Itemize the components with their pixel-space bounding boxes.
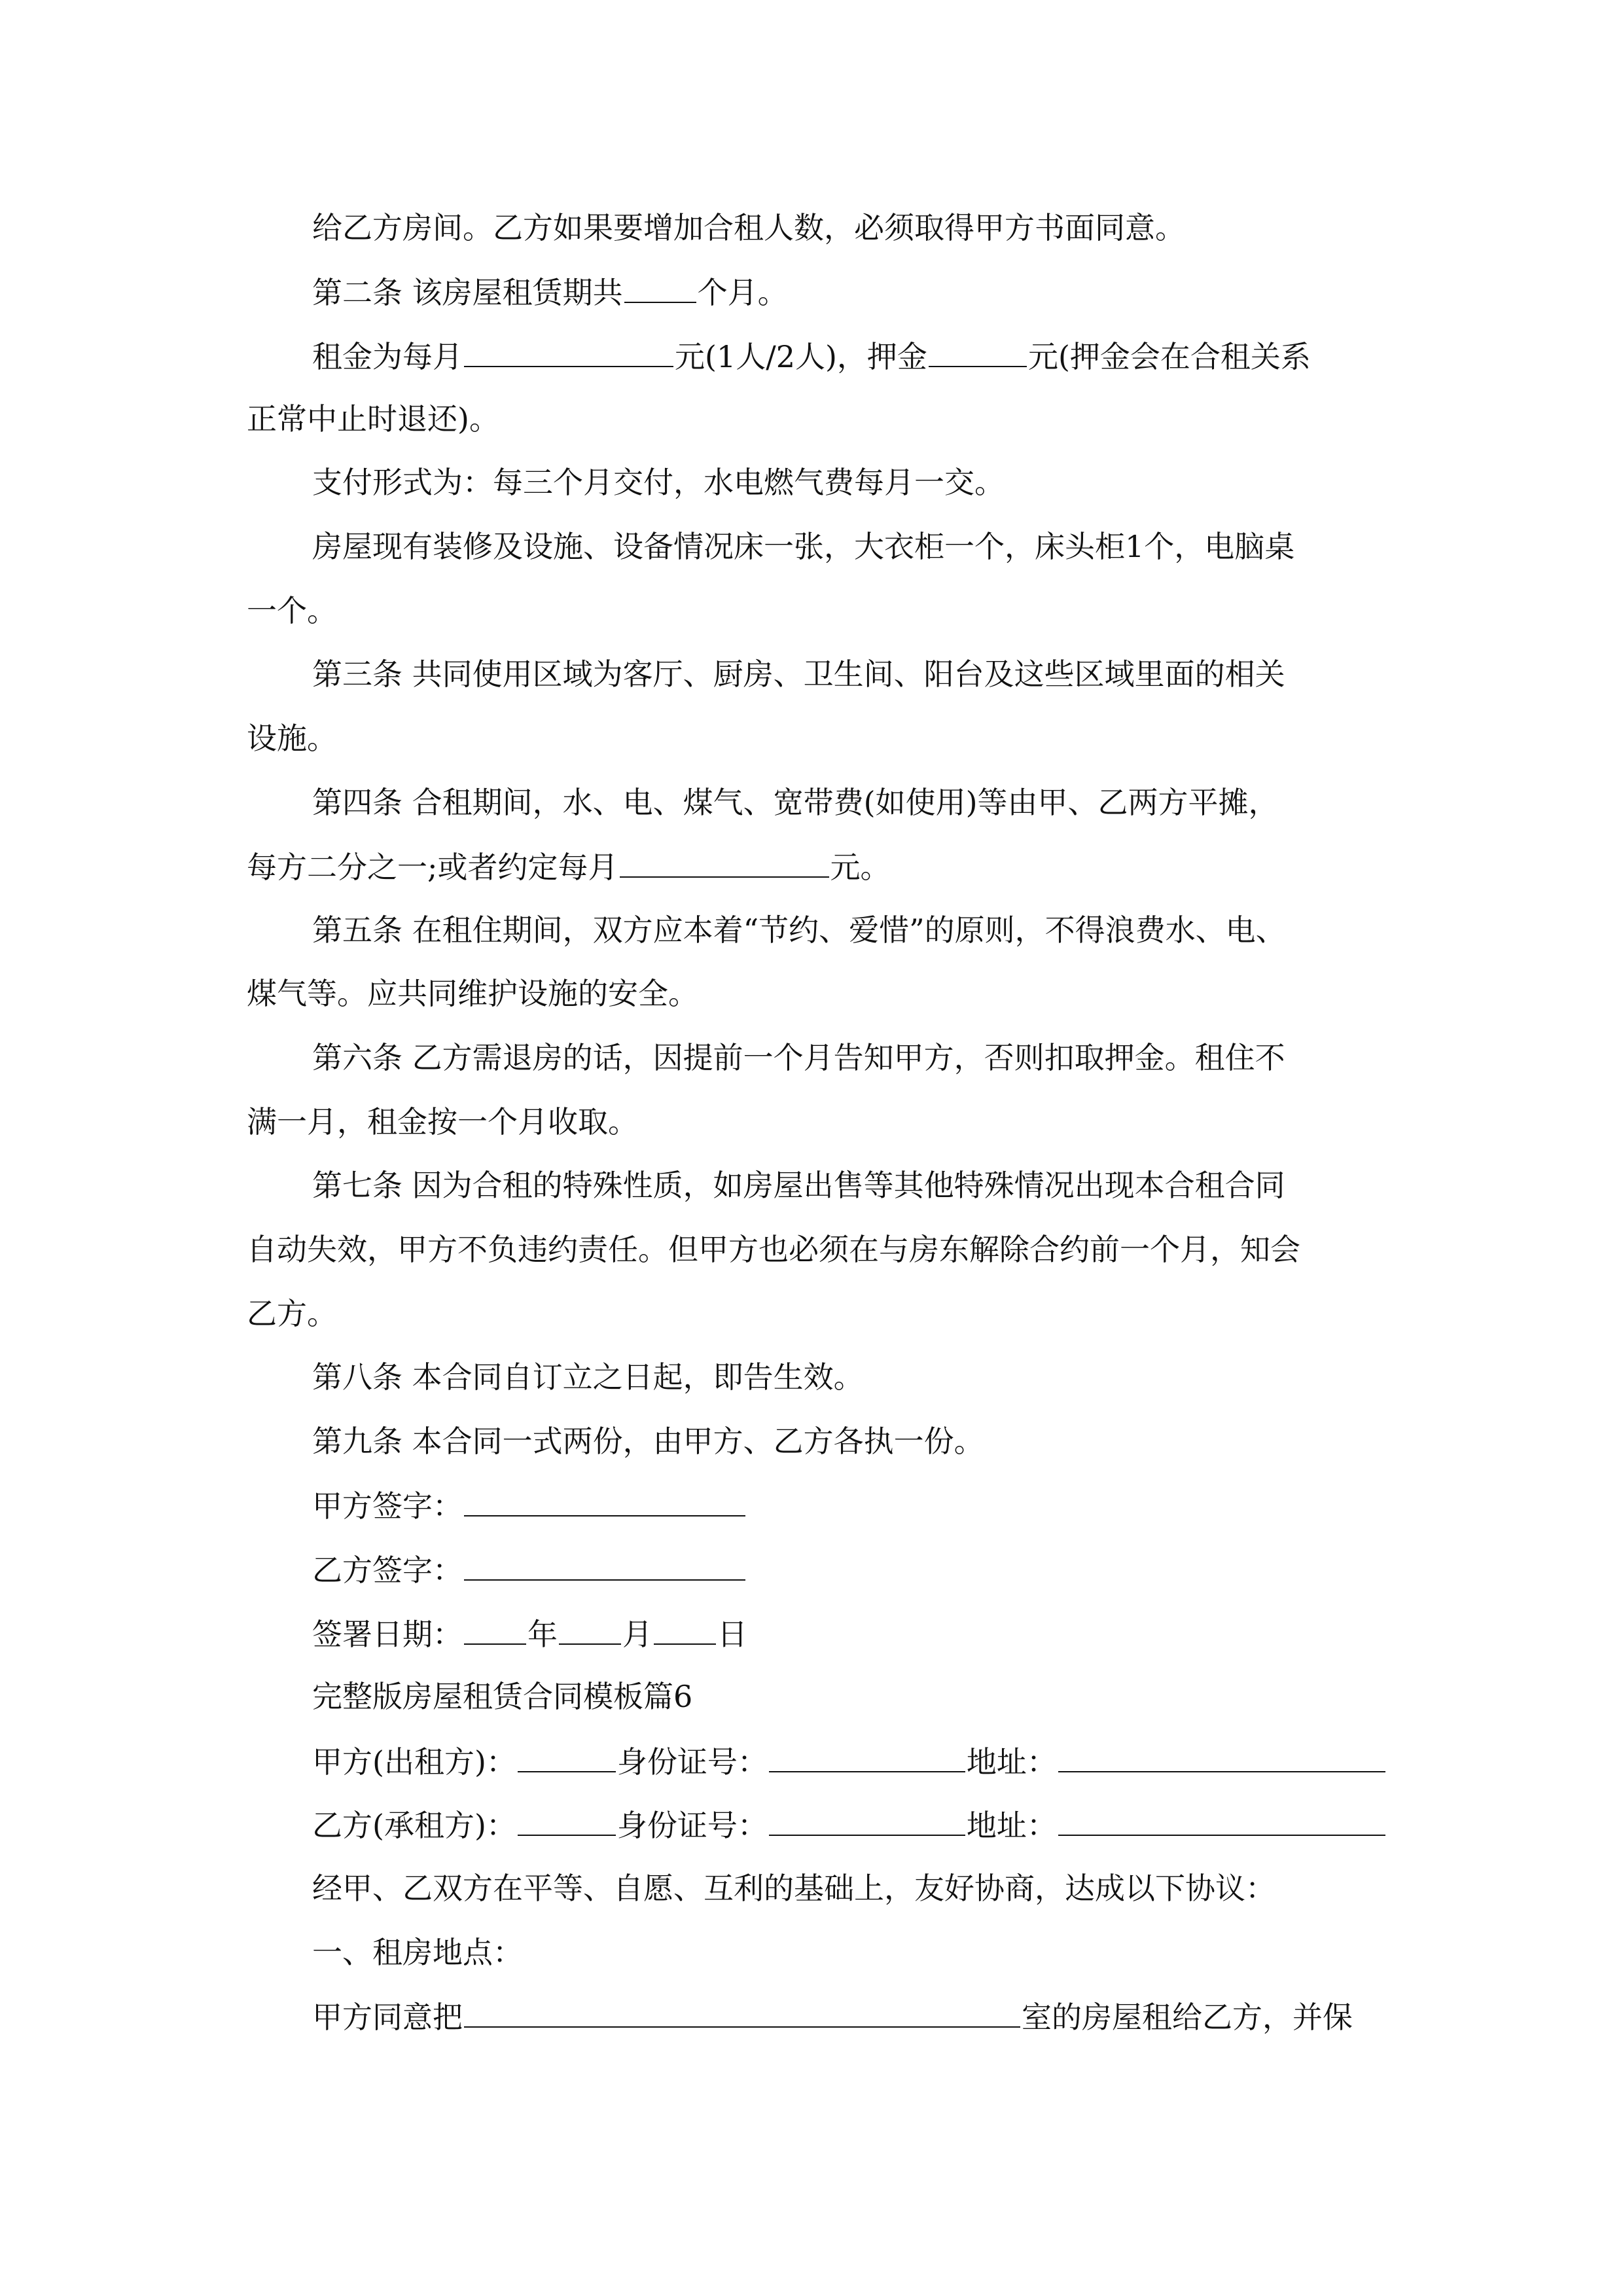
para-line: 给乙方房间。乙方如果要增加合租人数，必须取得甲方书面同意。 xyxy=(312,210,1185,245)
monthly-rent-blank xyxy=(464,336,673,367)
party-a-signature-line: 甲方签字： xyxy=(312,1485,747,1524)
lessee-name-blank xyxy=(518,1804,616,1836)
para-line: 一、租房地点： xyxy=(312,1935,523,1970)
property-address-line: 甲方同意把 室的房屋租给乙方，并保 xyxy=(312,1996,1353,2036)
para-line: 支付形式为：每三个月交付，水电燃气费每月一交。 xyxy=(312,465,1005,500)
lessee-info-line: 乙方(承租方)： 身份证号： 地址： xyxy=(312,1804,1387,1844)
para-line: 第三条 共同使用区域为客厅、厨房、卫生间、阳台及这些区域里面的相关 xyxy=(312,656,1285,692)
clause-2-line: 第二条 该房屋租赁期共 个月。 xyxy=(312,272,788,311)
para-line: 自动失效，甲方不负违约责任。但甲方也必须在与房东解除合约前一个月，知会 xyxy=(247,1232,1300,1267)
lessee-address-blank xyxy=(1058,1804,1385,1836)
para-line: 乙方。 xyxy=(247,1296,337,1331)
lessee-id-blank xyxy=(769,1804,965,1836)
party-b-signature-line: 乙方签字： xyxy=(312,1549,747,1588)
signing-date-line: 签署日期： 年 月 日 xyxy=(312,1613,747,1653)
para-line: 第五条 在租住期间，双方应本着“节约、爱惜”的原则，不得浪费水、电、 xyxy=(312,912,1286,948)
lessor-address-blank xyxy=(1058,1741,1385,1772)
lease-months-blank xyxy=(624,272,696,303)
lessor-name-blank xyxy=(518,1741,616,1772)
property-address-blank xyxy=(464,1996,1020,2028)
agreed-fee-line: 每方二分之一;或者约定每月 元。 xyxy=(247,846,891,886)
para-line: 满一月，租金按一个月收取。 xyxy=(247,1104,638,1139)
para-line: 第九条 本合同一式两份，由甲方、乙方各执一份。 xyxy=(312,1424,984,1459)
rent-line: 租金为每月 元(1人/2人)，押金 元(押金会在合租关系 xyxy=(312,336,1311,375)
para-line: 经甲、乙双方在平等、自愿、互利的基础上，友好协商，达成以下协议： xyxy=(312,1871,1275,1906)
para-line: 第四条 合租期间，水、电、煤气、宽带费(如使用)等由甲、乙两方平摊， xyxy=(312,785,1279,820)
year-blank xyxy=(464,1613,526,1645)
para-line: 房屋现有装修及设施、设备情况床一张，大衣柜一个，床头柜1个，电脑桌 xyxy=(312,529,1295,564)
para-line: 第七条 因为合租的特殊性质，如房屋出售等其他特殊情况出现本合租合同 xyxy=(312,1168,1285,1203)
day-blank xyxy=(654,1613,716,1645)
section-title: 完整版房屋租赁合同模板篇6 xyxy=(312,1679,693,1714)
lessor-info-line: 甲方(出租方)： 身份证号： 地址： xyxy=(312,1741,1387,1780)
party-b-signature-blank xyxy=(464,1549,745,1581)
para-line: 一个。 xyxy=(247,593,337,628)
para-line: 设施。 xyxy=(247,721,337,756)
deposit-blank xyxy=(929,336,1027,367)
party-a-signature-blank xyxy=(464,1485,745,1516)
agreed-fee-blank xyxy=(620,846,829,878)
month-blank xyxy=(559,1613,621,1645)
para-line: 第六条 乙方需退房的话，因提前一个月告知甲方，否则扣取押金。租住不 xyxy=(312,1040,1285,1075)
para-line: 第八条 本合同自订立之日起，即告生效。 xyxy=(312,1359,864,1395)
para-line: 正常中止时退还)。 xyxy=(247,401,499,437)
lessor-id-blank xyxy=(769,1741,965,1772)
para-line: 煤气等。应共同维护设施的安全。 xyxy=(247,976,698,1011)
